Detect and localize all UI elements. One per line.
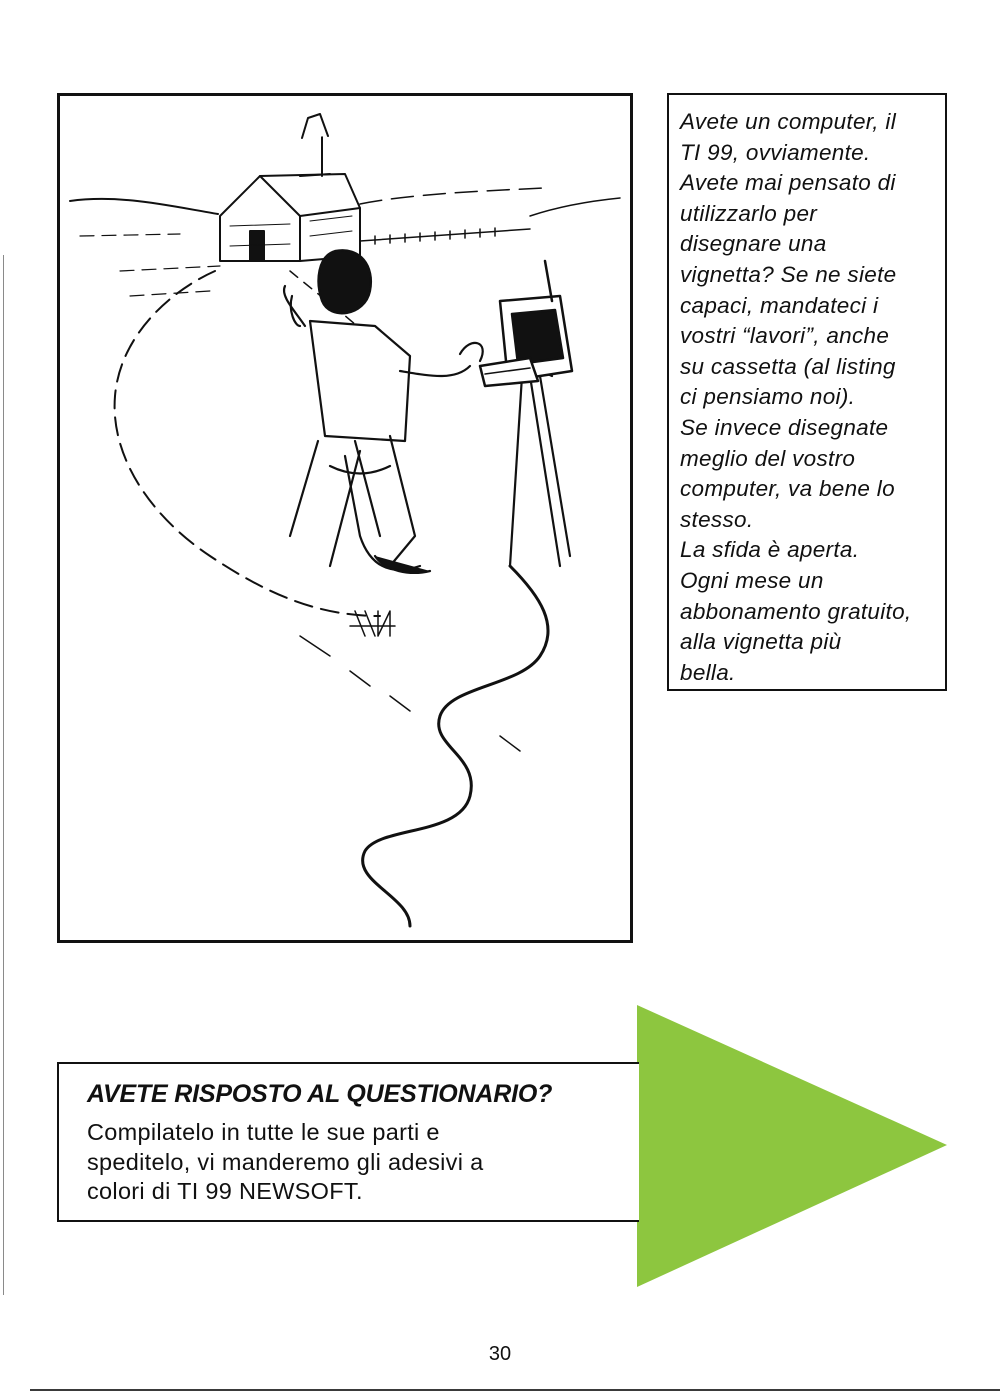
green-arrow-icon: [637, 1005, 947, 1287]
dashes-lower: [300, 636, 520, 751]
easel: [490, 366, 570, 566]
questionnaire-title: AVETE RISPOSTO AL QUESTIONARIO?: [87, 1080, 553, 1108]
barn: [220, 114, 360, 261]
bottom-rule: [30, 1389, 1000, 1391]
challenge-text-box: [667, 93, 947, 691]
cartoon-illustration: [57, 93, 633, 943]
questionnaire-body: Compilatelo in tutte le sue parti e speditelo, vi manderemo gli adesivi a colori di TI 99 NEWSOFT.: [87, 1119, 484, 1204]
fence-line: [360, 229, 530, 241]
signature-mark: [350, 611, 395, 636]
field-line-left: [80, 234, 220, 296]
challenge-text: Avete un computer, il TI 99, ovviamente. Avete mai pensato di utilizzarlo per disegnare una vignetta? Se ne siete capaci, mandateci i vostri “lavori”, anche su cassetta (al listing ci pensiamo noi). Se invece disegnate meglio del vostro computer, va bene lo stesso. La sfida è aperta. Ogni mese un abbonamento gratuito, alla vignetta più bella.: [680, 109, 912, 685]
hill-line-right: [360, 188, 545, 204]
cartoon-drawing: [60, 96, 630, 940]
page-number: 30: [488, 1343, 512, 1365]
far-field: [530, 198, 620, 216]
painter: [284, 250, 483, 573]
questionnaire-box: [57, 1062, 639, 1222]
fence-posts: [375, 228, 495, 244]
computer-monitor: [480, 261, 572, 386]
margin-line: [3, 255, 4, 1295]
hill-line-left: [70, 199, 218, 214]
